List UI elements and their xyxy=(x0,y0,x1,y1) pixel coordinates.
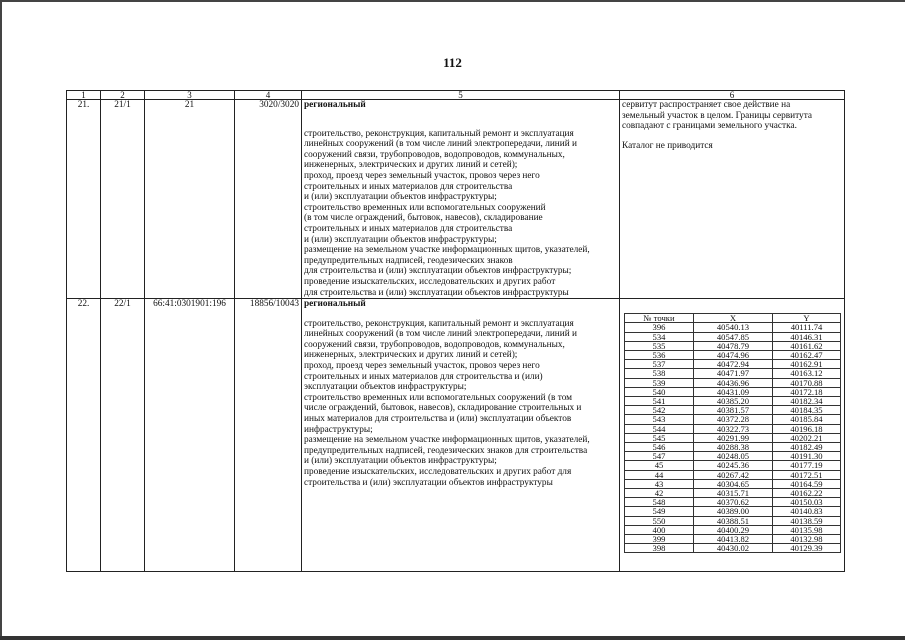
table-row-22 xyxy=(67,299,845,572)
header-col-6: 6 xyxy=(620,91,845,100)
text-line: инженерных, электрических и других линий и сетей); xyxy=(304,350,518,361)
text-line: числе ограждений, бытовок, навесов), складирование строительных и xyxy=(304,403,582,414)
coordinate-row xyxy=(625,323,841,332)
text-line: проход, проезд через земельный участок, провоз через него xyxy=(304,170,540,181)
coord-x: 40322.73 xyxy=(694,424,773,433)
header-col-4: 4 xyxy=(235,91,302,100)
coord-point: 43 xyxy=(625,479,694,488)
catalog-note: Каталог не приводится xyxy=(622,140,713,151)
coord-x: 40381.57 xyxy=(694,406,773,415)
coord-point: 544 xyxy=(625,424,694,433)
coord-x: 40291.99 xyxy=(694,433,773,442)
coord-point: 543 xyxy=(625,415,694,424)
coord-point: 541 xyxy=(625,396,694,405)
text-line: и (или) эксплуатации объектов инфраструктуры; xyxy=(304,234,497,245)
coord-x: 40474.96 xyxy=(694,350,773,359)
scan-top-edge xyxy=(0,0,905,2)
purpose-cell xyxy=(302,100,620,299)
coord-point: 550 xyxy=(625,516,694,525)
text-line: эксплуатации объектов инфраструктуры; xyxy=(304,382,467,393)
purpose-text xyxy=(304,319,617,489)
coord-point: 396 xyxy=(625,323,694,332)
coord-y: 40162.22 xyxy=(773,488,841,497)
coord-x: 40389.00 xyxy=(694,507,773,516)
text-line: совпадают с границами земельного участка. xyxy=(622,121,797,132)
coord-x: 40547.85 xyxy=(694,332,773,341)
note-cell xyxy=(620,100,845,299)
row-number: 22. xyxy=(67,299,101,572)
coord-point: 45 xyxy=(625,461,694,470)
coord-y: 40162.91 xyxy=(773,360,841,369)
text-line: строительство временных или вспомогательных сооружений xyxy=(304,202,546,213)
coordinate-row xyxy=(625,470,841,479)
coord-point: 399 xyxy=(625,534,694,543)
coord-x: 40370.62 xyxy=(694,498,773,507)
coord-point: 537 xyxy=(625,360,694,369)
text-line: строительство, реконструкция, капитальный ремонт и эксплуатация xyxy=(304,128,574,139)
coord-point: 398 xyxy=(625,544,694,553)
note-text xyxy=(622,100,842,132)
text-line: инженерных, электрических и других линий и сетей); xyxy=(304,160,518,171)
coord-x: 40288.38 xyxy=(694,442,773,451)
text-line: строительных и иных материалов для строительства и (или) xyxy=(304,371,543,382)
coordinate-row xyxy=(625,332,841,341)
coord-y: 40111.74 xyxy=(773,323,841,332)
coord-y: 40172.51 xyxy=(773,470,841,479)
coord-y: 40161.62 xyxy=(773,341,841,350)
coord-point: 535 xyxy=(625,341,694,350)
coord-point: 42 xyxy=(625,488,694,497)
cadastral-number: 21 xyxy=(145,100,235,299)
text-line: предупредительных надписей, геодезических знаков xyxy=(304,255,513,266)
purpose-cell xyxy=(302,299,620,572)
area-value: 18856/10043 xyxy=(235,299,302,572)
purpose-text xyxy=(304,129,617,299)
coordinate-row xyxy=(625,415,841,424)
text-line: для строительства и (или) эксплуатации объектов инфраструктуры; xyxy=(304,266,572,277)
text-line: строительных и иных материалов для строительства xyxy=(304,181,513,192)
coord-y: 40182.49 xyxy=(773,442,841,451)
coord-y: 40172.18 xyxy=(773,387,841,396)
coord-x: 40388.51 xyxy=(694,516,773,525)
coord-point: 542 xyxy=(625,406,694,415)
coord-point: 400 xyxy=(625,525,694,534)
coord-y: 40163.12 xyxy=(773,369,841,378)
text-line: сервитут распространяет свое действие на xyxy=(622,100,791,110)
coord-y: 40138.59 xyxy=(773,516,841,525)
header-col-3: 3 xyxy=(145,91,235,100)
coord-y: 40129.39 xyxy=(773,544,841,553)
coord-point: 547 xyxy=(625,452,694,461)
coord-point: 536 xyxy=(625,350,694,359)
coord-point: 545 xyxy=(625,433,694,442)
scan-left-edge xyxy=(0,0,2,640)
text-line: сооружений связи, трубопроводов, водопроводов, коммунальных, xyxy=(304,149,565,160)
text-line: сооружений связи, трубопроводов, водопроводов, коммунальных, xyxy=(304,339,565,350)
header-col-1: 1 xyxy=(67,91,101,100)
level-label: региональный xyxy=(304,100,366,110)
servitude-table xyxy=(66,90,845,572)
coord-y: 40135.98 xyxy=(773,525,841,534)
coord-header-point: № точки xyxy=(625,314,694,323)
coord-y: 40164.59 xyxy=(773,479,841,488)
coord-x: 40540.13 xyxy=(694,323,773,332)
coord-x: 40304.65 xyxy=(694,479,773,488)
table-row-21 xyxy=(67,100,845,299)
coord-x: 40471.97 xyxy=(694,369,773,378)
text-line: (в том числе ограждений, бытовок, навесов), складирование xyxy=(304,213,543,224)
coord-y: 40202.21 xyxy=(773,433,841,442)
coord-point: 44 xyxy=(625,470,694,479)
coord-y: 40150.03 xyxy=(773,498,841,507)
coordinate-row xyxy=(625,544,841,553)
header-col-2: 2 xyxy=(101,91,145,100)
coord-point: 540 xyxy=(625,387,694,396)
coord-x: 40372.28 xyxy=(694,415,773,424)
coord-x: 40267.42 xyxy=(694,470,773,479)
coord-y: 40196.18 xyxy=(773,424,841,433)
coord-x: 40431.09 xyxy=(694,387,773,396)
text-line: строительство, реконструкция, капитальный ремонт и эксплуатация xyxy=(304,318,574,329)
coord-y: 40146.31 xyxy=(773,332,841,341)
text-line: линейных сооружений (в том числе линий электропередачи, линий и xyxy=(304,139,578,150)
text-line: и (или) эксплуатации объектов инфраструктуры; xyxy=(304,192,497,203)
coord-x: 40478.79 xyxy=(694,341,773,350)
coord-y: 40177.19 xyxy=(773,461,841,470)
page-number: 112 xyxy=(443,55,462,70)
text-line: линейных сооружений (в том числе линий электропередачи, линий и xyxy=(304,329,578,340)
coord-x: 40248.05 xyxy=(694,452,773,461)
text-line: инфраструктуры; xyxy=(304,424,373,435)
coordinates-cell xyxy=(620,299,845,572)
coordinate-row xyxy=(625,369,841,378)
text-line: иных материалов для строительства и (или) эксплуатации объектов xyxy=(304,414,572,425)
coord-y: 40140.83 xyxy=(773,507,841,516)
table-header-row xyxy=(67,91,845,100)
coord-y: 40132.98 xyxy=(773,534,841,543)
coord-point: 549 xyxy=(625,507,694,516)
coord-point: 538 xyxy=(625,369,694,378)
coord-x: 40400.29 xyxy=(694,525,773,534)
servitude-number: 21/1 xyxy=(101,100,145,299)
text-line: и (или) эксплуатации объектов инфраструктуры; xyxy=(304,456,497,467)
coord-point: 548 xyxy=(625,498,694,507)
coordinate-row xyxy=(625,378,841,387)
coordinates-table xyxy=(624,313,841,553)
servitude-number: 22/1 xyxy=(101,299,145,572)
row-number: 21. xyxy=(67,100,101,299)
coord-header-y: Y xyxy=(773,314,841,323)
coord-header-x: X xyxy=(694,314,773,323)
text-line: размещение на земельном участке информационных щитов, указателей, xyxy=(304,245,590,256)
coord-x: 40472.94 xyxy=(694,360,773,369)
header-col-5: 5 xyxy=(302,91,620,100)
coord-y: 40162.47 xyxy=(773,350,841,359)
scan-bottom-edge xyxy=(0,636,905,640)
text-line: для строительства и (или) эксплуатации объектов инфраструктуры xyxy=(304,287,569,298)
text-line: размещение на земельном участке информационных щитов, указателей, xyxy=(304,435,590,446)
coord-y: 40184.35 xyxy=(773,406,841,415)
coord-y: 40185.84 xyxy=(773,415,841,424)
coord-point: 534 xyxy=(625,332,694,341)
text-line: земельный участок в целом. Границы сервитута xyxy=(622,110,813,121)
text-line: проведение изыскательских, исследовательских и других работ xyxy=(304,276,556,287)
cadastral-number: 66:41:0301901:196 xyxy=(145,299,235,572)
coordinate-row xyxy=(625,507,841,516)
coord-x: 40315.71 xyxy=(694,488,773,497)
text-line: строительство временных или вспомогательных сооружений (в том xyxy=(304,392,573,403)
coord-y: 40170.88 xyxy=(773,378,841,387)
text-line: строительства и (или) эксплуатации объектов инфраструктуры xyxy=(304,477,553,488)
text-line: предупредительных надписей, геодезических знаков для строительства xyxy=(304,445,588,456)
area-value: 3020/3020 xyxy=(235,100,302,299)
text-line: проведение изыскательских, исследовательских и других работ для xyxy=(304,467,572,477)
level-label: региональный xyxy=(304,299,366,310)
coord-y: 40182.34 xyxy=(773,396,841,405)
coordinate-row xyxy=(625,516,841,525)
text-line: строительных и иных материалов для строительства xyxy=(304,223,513,234)
coord-point: 539 xyxy=(625,378,694,387)
coord-point: 546 xyxy=(625,442,694,451)
coordinate-row xyxy=(625,461,841,470)
text-line: проход, проезд через земельный участок, провоз через него xyxy=(304,361,540,372)
coordinate-row xyxy=(625,424,841,433)
coord-y: 40191.30 xyxy=(773,452,841,461)
coord-x: 40436.96 xyxy=(694,378,773,387)
coord-x: 40245.36 xyxy=(694,461,773,470)
coord-x: 40430.02 xyxy=(694,544,773,553)
coord-x: 40385.20 xyxy=(694,396,773,405)
coord-x: 40413.82 xyxy=(694,534,773,543)
